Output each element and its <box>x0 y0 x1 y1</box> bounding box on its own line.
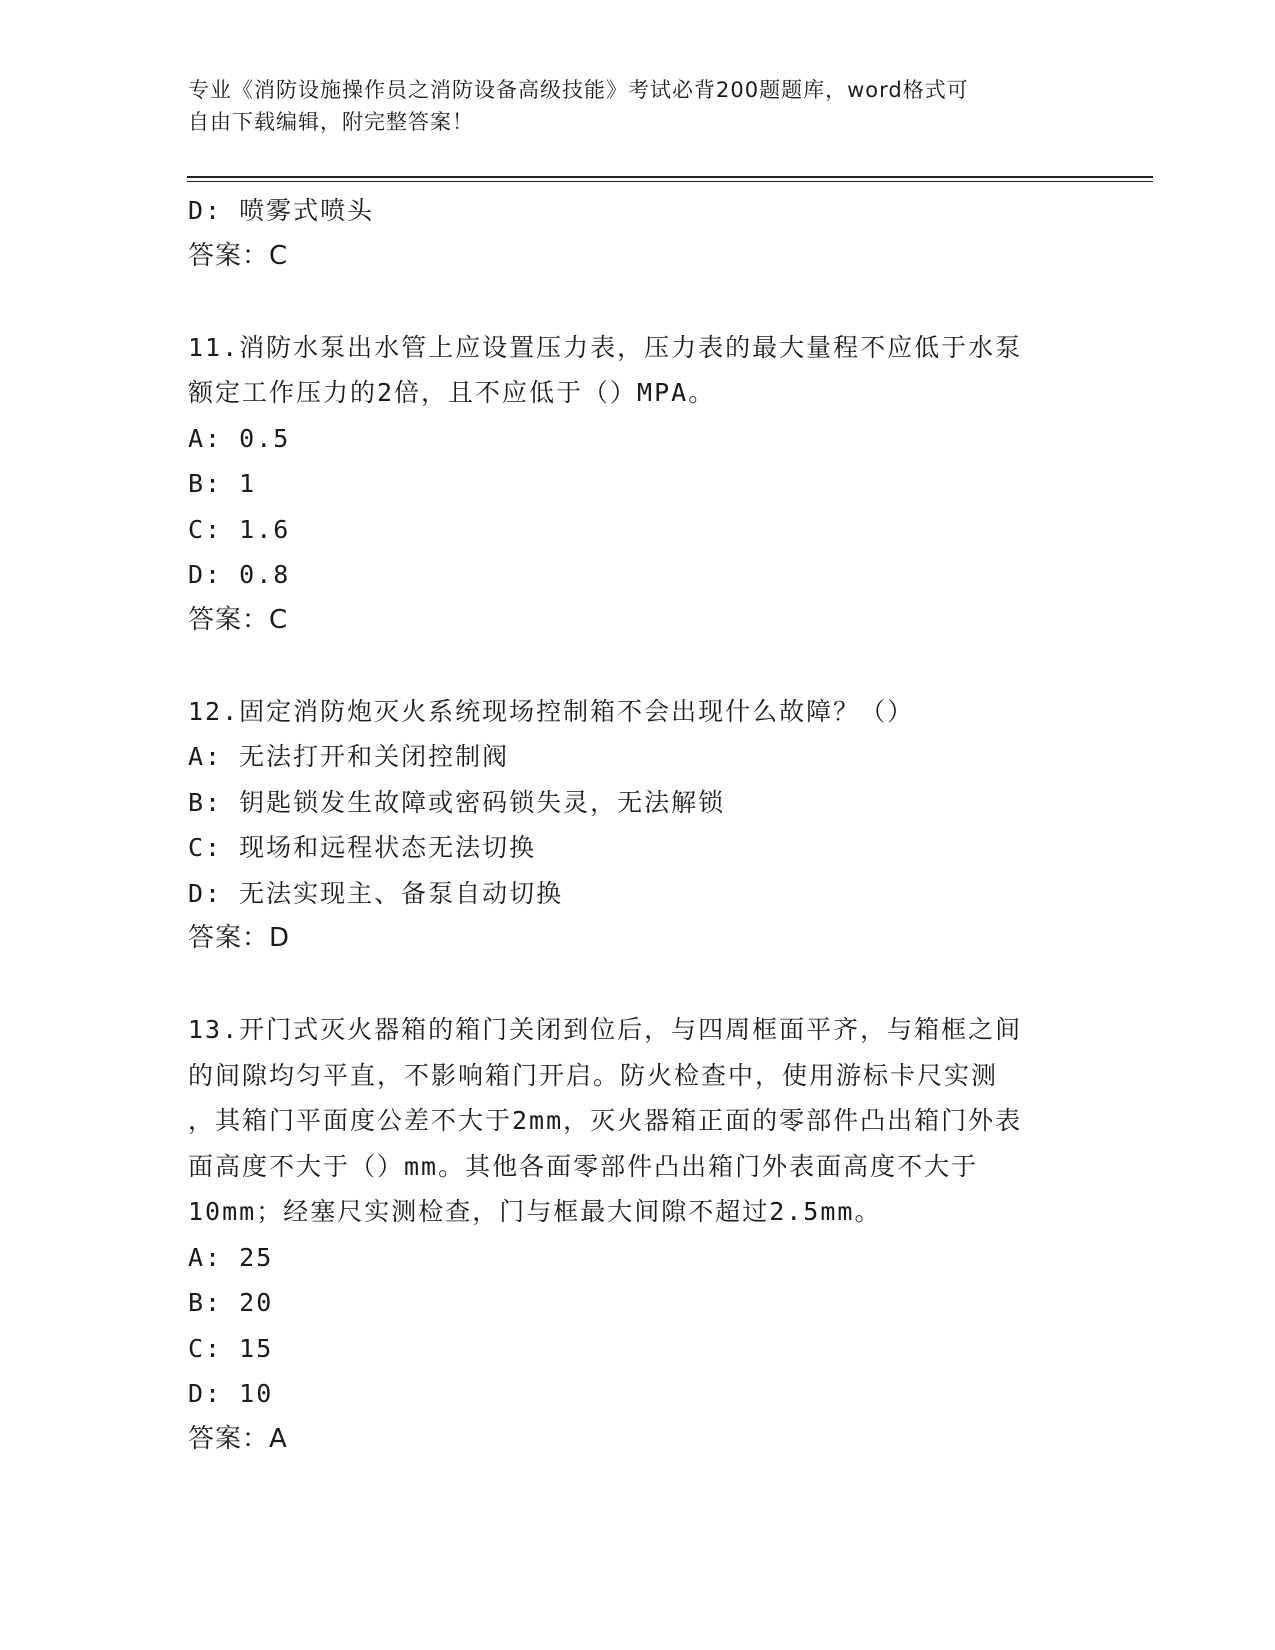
header-line-1: 专业《消防设施操作员之消防设备高级技能》考试必背200题题库，word格式可 <box>188 78 969 102</box>
option-b: B: 20 <box>188 1288 274 1317</box>
answer-line: 答案：C <box>188 604 289 635</box>
header-rule-thin <box>187 181 1153 182</box>
question-stem-line: 13.开门式灭火器箱的箱门关闭到位后，与四周框面平齐，与箱框之间 <box>188 1015 1023 1044</box>
spacer <box>188 279 1088 325</box>
question-stem-line: 额定工作压力的2倍，且不应低于（）MPA。 <box>188 378 716 407</box>
option-a: A: 25 <box>188 1242 274 1272</box>
option-a: A: 无法打开和关闭控制阀 <box>188 742 510 771</box>
option-c: C: 1.6 <box>188 514 291 544</box>
question-stem-line: ，其箱门平面度公差不大于2mm，灭火器箱正面的零部件凸出箱门外表 <box>188 1106 1023 1135</box>
question-body <box>188 188 1088 1462</box>
question-stem-line: 的间隙均匀平直，不影响箱门开启。防火检查中，使用游标卡尺实测 <box>188 1060 999 1090</box>
prev-question <box>188 188 1088 279</box>
question-13 <box>188 1007 1088 1462</box>
option-d: D: 喷雾式喷头 <box>188 196 375 225</box>
option-b: B: 钥匙锁发生故障或密码锁失灵，无法解锁 <box>188 787 726 817</box>
page-header <box>188 74 1068 138</box>
answer-line: 答案：A <box>188 1423 288 1454</box>
question-stem-line: 12.固定消防炮灭火系统现场控制箱不会出现什么故障？（） <box>188 696 915 726</box>
question-stem-line: 10mm；经塞尺实测检查，门与框最大间隙不超过2.5mm。 <box>188 1197 882 1226</box>
question-stem-line: 面高度不大于（）mm。其他各面零部件凸出箱门外表面高度不大于 <box>188 1151 979 1181</box>
option-c: C: 现场和远程状态无法切换 <box>188 833 537 862</box>
question-11 <box>188 325 1088 644</box>
answer-line: 答案：D <box>188 923 291 953</box>
option-d: D: 10 <box>188 1379 274 1408</box>
question-stem-line: 11.消防水泵出水管上应设置压力表，压力表的最大量程不应低于水泵 <box>188 332 1023 362</box>
spacer <box>188 643 1088 689</box>
spacer <box>188 962 1088 1008</box>
question-12 <box>188 689 1088 962</box>
option-d: D: 无法实现主、备泵自动切换 <box>188 878 564 908</box>
option-d: D: 0.8 <box>188 560 291 589</box>
answer-line: 答案：C <box>188 240 289 271</box>
option-b: B: 1 <box>188 469 257 498</box>
header-line-2: 自由下载编辑，附完整答案！ <box>188 110 474 134</box>
option-c: C: 15 <box>188 1333 274 1363</box>
option-a: A: 0.5 <box>188 423 291 453</box>
header-rule-thick <box>187 176 1153 178</box>
